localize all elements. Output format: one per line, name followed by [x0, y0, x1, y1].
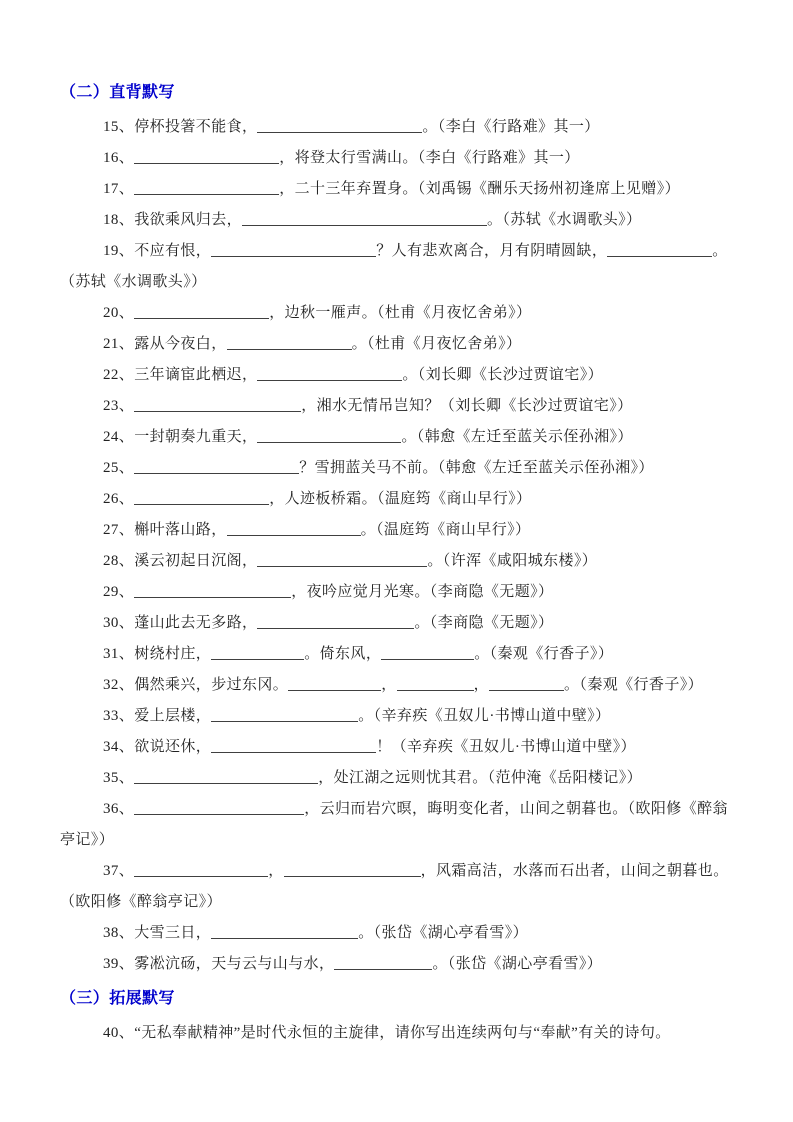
question-text: ，边秋一雁声。（杜甫《月夜忆舍弟》）: [269, 305, 532, 321]
answer-blank: [211, 925, 358, 939]
question-39: [60, 949, 737, 980]
question-number: 20、: [103, 305, 135, 321]
question-text: ，云归而岩穴暝，晦明变化者，山间之朝暮也。（欧阳修《醉翁亭记》）: [60, 801, 728, 848]
question-text: 。（韩愈《左迁至蓝关示侄孙湘》）: [401, 429, 633, 445]
section-recitation-dictation: [60, 77, 737, 980]
question-list: [60, 1018, 737, 1049]
question-text: ？雪拥蓝关马不前。（韩愈《左迁至蓝关示侄孙湘》）: [299, 460, 654, 476]
question-21: [60, 329, 737, 360]
question-36: [60, 794, 737, 856]
answer-blank: [257, 119, 422, 133]
question-19: [60, 236, 737, 298]
question-text: 。（秦观《行香子》）: [564, 677, 704, 693]
question-number: 29、: [103, 584, 135, 600]
answer-blank: [288, 677, 381, 691]
question-text: 我欲乘风归去，: [134, 212, 243, 228]
question-number: 38、: [103, 925, 135, 941]
answer-blank: [134, 770, 318, 784]
answer-blank: [227, 336, 352, 350]
question-number: 26、: [103, 491, 135, 507]
question-number: 19、: [103, 243, 135, 259]
answer-blank: [284, 863, 421, 877]
question-24: [60, 422, 737, 453]
question-number: 25、: [103, 460, 135, 476]
question-text: 欲说还休，: [134, 739, 212, 755]
question-text: ？人有悲欢离合，月有阴晴圆缺，: [376, 243, 608, 259]
question-text: 偶然乘兴，步过东冈。: [134, 677, 289, 693]
question-number: 31、: [103, 646, 135, 662]
question-number: 23、: [103, 398, 135, 414]
question-text: 。（杜甫《月夜忆舍弟》）: [351, 336, 522, 352]
question-number: 22、: [103, 367, 135, 383]
question-23: [60, 391, 737, 422]
question-37: [60, 856, 737, 918]
question-text: ，夜吟应觉月光寒。（李商隐《无题》）: [291, 584, 554, 600]
question-text: 。（苏轼《水调歌头》）: [60, 243, 728, 290]
answer-blank: [211, 739, 376, 753]
question-text: 。（许浑《咸阳城东楼》）: [427, 553, 598, 569]
question-text: ，: [268, 863, 284, 879]
question-33: [60, 701, 737, 732]
answer-blank: [257, 367, 402, 381]
question-number: 36、: [103, 801, 135, 817]
question-number: 24、: [103, 429, 135, 445]
answer-blank: [134, 398, 301, 412]
question-text: 。（秦观《行香子》）: [474, 646, 614, 662]
question-text: ，处江湖之远则忧其君。（范仲淹《岳阳楼记》）: [318, 770, 643, 786]
question-number: 28、: [103, 553, 135, 569]
answer-blank: [489, 677, 564, 691]
question-number: 33、: [103, 708, 135, 724]
question-text: 槲叶落山路，: [134, 522, 227, 538]
question-text: ，风霜高洁，水落而石出者，山间之朝暮也。（欧阳修《醉翁亭记》）: [60, 863, 729, 910]
question-list: [60, 112, 737, 980]
question-number: 16、: [103, 150, 135, 166]
question-text: ，湘水无情吊岂知？（刘长卿《长沙过贾谊宅》）: [301, 398, 633, 414]
answer-blank: [134, 150, 279, 164]
answer-blank: [134, 491, 269, 505]
question-text: 停杯投箸不能食，: [134, 119, 258, 135]
question-text: 蓬山此去无多路，: [134, 615, 258, 631]
question-27: [60, 515, 737, 546]
question-32: [60, 670, 737, 701]
question-29: [60, 577, 737, 608]
question-text: 溪云初起日沉阁，: [134, 553, 258, 569]
answer-blank: [134, 181, 279, 195]
question-text: 大雪三日，: [134, 925, 212, 941]
question-16: [60, 143, 737, 174]
question-number: 18、: [103, 212, 135, 228]
section-extension-dictation: [60, 983, 737, 1049]
answer-blank: [397, 677, 474, 691]
question-28: [60, 546, 737, 577]
section-heading: （三）拓展默写: [60, 990, 175, 1007]
question-number: 21、: [103, 336, 135, 352]
question-text: 。（李白《行路难》其一）: [422, 119, 600, 135]
question-text: 雾凇沆砀，天与云与山与水，: [134, 956, 335, 972]
question-40: [60, 1018, 737, 1049]
answer-blank: [134, 305, 269, 319]
answer-blank: [242, 212, 487, 226]
answer-blank: [134, 460, 299, 474]
question-15: [60, 112, 737, 143]
question-34: [60, 732, 737, 763]
question-number: 40、: [103, 1025, 135, 1041]
answer-blank: [227, 522, 361, 536]
question-17: [60, 174, 737, 205]
question-38: [60, 918, 737, 949]
answer-blank: [211, 243, 376, 257]
answer-blank: [334, 956, 432, 970]
question-22: [60, 360, 737, 391]
question-text: 。（温庭筠《商山早行》）: [360, 522, 531, 538]
answer-blank: [211, 646, 304, 660]
question-text: 。（李商隐《无题》）: [414, 615, 554, 631]
question-text: 树绕村庄，: [134, 646, 212, 662]
question-number: 30、: [103, 615, 135, 631]
question-number: 15、: [103, 119, 135, 135]
answer-blank: [134, 863, 268, 877]
question-number: 34、: [103, 739, 135, 755]
question-text: ，: [473, 677, 490, 693]
answer-blank: [607, 243, 712, 257]
question-text: 不应有恨，: [134, 243, 212, 259]
question-text: 。（刘长卿《长沙过贾谊宅》）: [402, 367, 604, 383]
answer-blank: [257, 429, 401, 443]
question-18: [60, 205, 737, 236]
question-20: [60, 298, 737, 329]
question-text: 。（辛弃疾《丑奴儿·书博山道中壁》）: [358, 708, 611, 724]
question-text: 爱上层楼，: [134, 708, 212, 724]
question-35: [60, 763, 737, 794]
section-heading: （二）直背默写: [60, 84, 175, 101]
question-text: 。（张岱《湖心亭看雪》）: [358, 925, 529, 941]
question-text: 三年谪宦此栖迟，: [134, 367, 258, 383]
question-text: “无私奉献精神”是时代永恒的主旋律，请你写出连续两句与“奉献”有关的诗句。: [134, 1025, 671, 1041]
question-text: 。（苏轼《水调歌头》）: [487, 212, 642, 228]
question-number: 17、: [103, 181, 135, 197]
question-text: 露从今夜白，: [134, 336, 227, 352]
question-text: ，: [381, 677, 397, 693]
answer-blank: [211, 708, 358, 722]
question-number: 35、: [103, 770, 135, 786]
question-number: 27、: [103, 522, 135, 538]
answer-blank: [257, 553, 427, 567]
question-number: 37、: [103, 863, 135, 879]
question-text: ！（辛弃疾《丑奴儿·书博山道中壁》）: [376, 739, 636, 755]
question-30: [60, 608, 737, 639]
question-31: [60, 639, 737, 670]
question-text: 。（张岱《湖心亭看雪》）: [432, 956, 603, 972]
question-number: 32、: [103, 677, 135, 693]
question-text: ，人迹板桥霜。（温庭筠《商山早行》）: [269, 491, 532, 507]
question-text: 。倚东风，: [304, 646, 382, 662]
answer-blank: [134, 584, 291, 598]
question-25: [60, 453, 737, 484]
answer-blank: [257, 615, 414, 629]
answer-blank: [381, 646, 474, 660]
answer-blank: [134, 801, 304, 815]
question-26: [60, 484, 737, 515]
question-text: ，二十三年弃置身。（刘禹锡《酬乐天扬州初逢席上见赠》）: [279, 181, 681, 197]
question-text: 一封朝奏九重天，: [134, 429, 258, 445]
question-number: 39、: [103, 956, 135, 972]
question-text: ，将登太行雪满山。（李白《行路难》其一）: [279, 150, 580, 166]
